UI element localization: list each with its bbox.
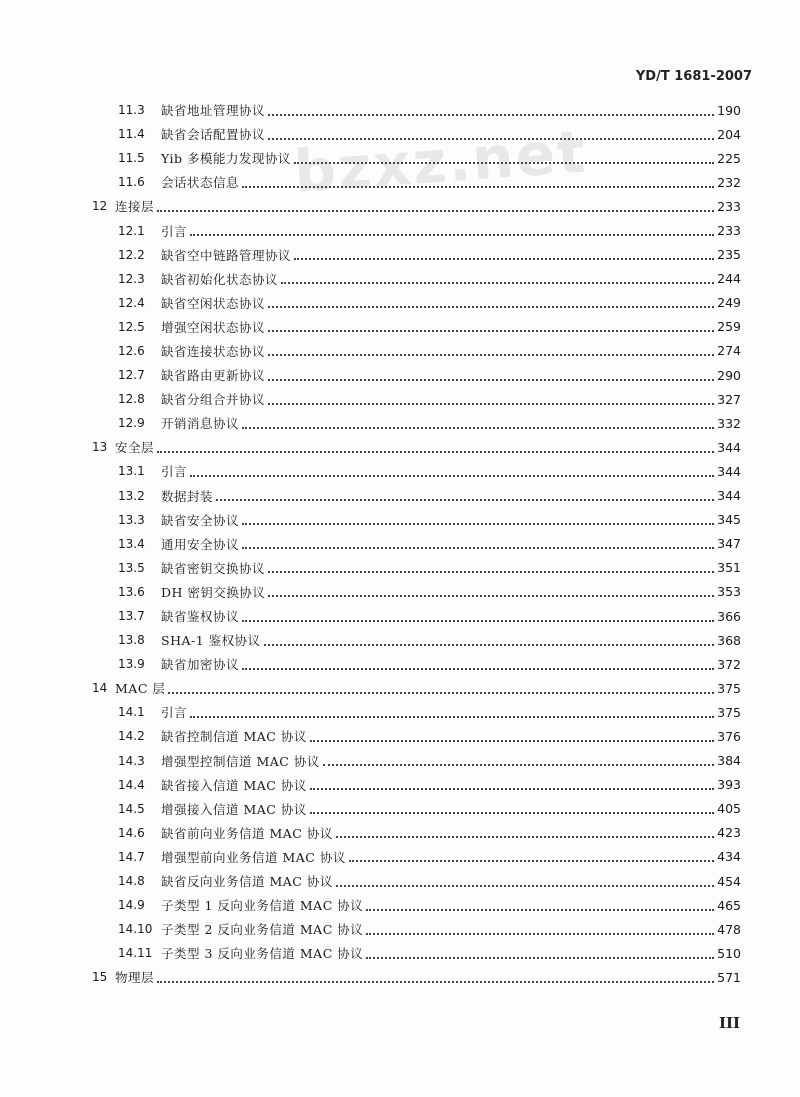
toc-dot-leader xyxy=(268,570,714,573)
toc-entry-page: 274 xyxy=(717,343,741,359)
toc-entry-number: 13.9 xyxy=(118,657,145,672)
toc-entry-number: 14.9 xyxy=(118,898,145,913)
toc-section-entry[interactable] xyxy=(0,363,741,387)
toc-entry-title: 缺省前向业务信道 MAC 协议 xyxy=(161,825,333,841)
toc-entry-page: 345 xyxy=(717,512,741,528)
toc-dot-leader xyxy=(242,426,714,429)
toc-section-entry[interactable] xyxy=(0,532,741,556)
toc-entry-number: 14.10 xyxy=(118,922,153,937)
toc-dot-leader xyxy=(268,353,714,356)
toc-entry-title: 缺省路由更新协议 xyxy=(161,368,266,384)
toc-entry-page: 368 xyxy=(717,632,741,648)
toc-section-entry[interactable] xyxy=(0,628,741,652)
toc-entry-page: 259 xyxy=(717,319,741,335)
toc-entry-title: 通用安全协议 xyxy=(161,536,240,552)
toc-section-entry[interactable] xyxy=(0,773,741,797)
toc-entry-number: 11.3 xyxy=(118,103,145,118)
toc-entry-number: 13.3 xyxy=(118,512,145,527)
toc-entry-title: 缺省加密协议 xyxy=(161,657,240,673)
toc-section-entry[interactable] xyxy=(0,387,741,411)
toc-entry-page: 393 xyxy=(717,777,741,793)
toc-entry-page: 454 xyxy=(717,873,741,889)
toc-dot-leader xyxy=(168,691,714,694)
toc-entry-page: 249 xyxy=(717,295,741,311)
toc-dot-leader xyxy=(242,546,714,549)
toc-entry-title: 子类型 3 反向业务信道 MAC 协议 xyxy=(161,946,364,962)
toc-entry-title: 缺省接入信道 MAC 协议 xyxy=(161,777,307,793)
toc-entry-number: 12.2 xyxy=(118,247,145,262)
toc-entry-page: 510 xyxy=(717,945,741,961)
toc-dot-leader xyxy=(294,161,714,164)
toc-entry-number: 12 xyxy=(92,199,108,214)
toc-entry-number: 12.1 xyxy=(118,223,145,238)
toc-dot-leader xyxy=(268,329,714,332)
toc-entry-page: 465 xyxy=(717,897,741,913)
toc-entry-page: 190 xyxy=(717,102,741,118)
toc-entry-page: 372 xyxy=(717,656,741,672)
toc-entry-number: 15 xyxy=(92,970,108,985)
toc-dot-leader xyxy=(310,787,714,790)
toc-dot-leader xyxy=(294,257,714,260)
toc-entry-number: 14.7 xyxy=(118,849,145,864)
toc-dot-leader xyxy=(268,305,714,308)
toc-dot-leader xyxy=(366,956,714,959)
toc-entry-number: 14.3 xyxy=(118,753,145,768)
toc-section-entry[interactable] xyxy=(0,893,741,917)
toc-entry-title: 缺省分组合并协议 xyxy=(161,392,266,408)
toc-dot-leader xyxy=(264,643,714,646)
toc-dot-leader xyxy=(157,209,714,212)
toc-chapter-entry[interactable] xyxy=(0,435,741,459)
toc-entry-page: 204 xyxy=(717,126,741,142)
toc-dot-leader xyxy=(281,281,714,284)
toc-entry-title: 增强型前向业务信道 MAC 协议 xyxy=(161,849,346,865)
toc-section-entry[interactable] xyxy=(0,797,741,821)
toc-dot-leader xyxy=(268,137,714,140)
toc-entry-title: 增强接入信道 MAC 协议 xyxy=(161,801,307,817)
toc-section-entry[interactable] xyxy=(0,508,741,532)
toc-entry-number: 13.8 xyxy=(118,633,145,648)
toc-section-entry[interactable] xyxy=(0,652,741,676)
toc-entry-title: SHA-1 鉴权协议 xyxy=(161,633,261,649)
standard-number: YD/T 1681-2007 xyxy=(635,69,752,84)
toc-section-entry[interactable] xyxy=(0,146,741,170)
toc-entry-title: 数据封装 xyxy=(161,488,214,504)
toc-entry-page: 347 xyxy=(717,536,741,552)
toc-dot-leader xyxy=(190,715,714,718)
toc-dot-leader xyxy=(242,667,714,670)
toc-entry-page: 353 xyxy=(717,584,741,600)
toc-entry-title: 子类型 2 反向业务信道 MAC 协议 xyxy=(161,922,364,938)
toc-entry-number: 13.2 xyxy=(118,488,145,503)
toc-dot-leader xyxy=(323,763,714,766)
toc-entry-page: 344 xyxy=(717,439,741,455)
toc-section-entry[interactable] xyxy=(0,556,741,580)
toc-dot-leader xyxy=(366,932,714,935)
toc-entry-page: 351 xyxy=(717,560,741,576)
toc-section-entry[interactable] xyxy=(0,941,741,965)
toc-entry-number: 11.6 xyxy=(118,175,145,190)
toc-entry-number: 14.11 xyxy=(118,946,153,961)
toc-entry-number: 14.4 xyxy=(118,777,145,792)
toc-entry-title: 引言 xyxy=(161,464,188,480)
toc-entry-page: 478 xyxy=(717,921,741,937)
toc-entry-number: 13.1 xyxy=(118,464,145,479)
toc-section-entry[interactable] xyxy=(0,218,741,242)
toc-entry-number: 14.1 xyxy=(118,705,145,720)
toc-entry-number: 14.5 xyxy=(118,801,145,816)
toc-section-entry[interactable] xyxy=(0,98,741,122)
toc-section-entry[interactable] xyxy=(0,580,741,604)
toc-entry-page: 366 xyxy=(717,608,741,624)
toc-entry-number: 13.7 xyxy=(118,609,145,624)
toc-entry-number: 13.6 xyxy=(118,584,145,599)
toc-entry-page: 375 xyxy=(717,704,741,720)
toc-entry-title: 缺省连接状态协议 xyxy=(161,343,266,359)
toc-chapter-entry[interactable] xyxy=(0,194,741,218)
toc-entry-page: 290 xyxy=(717,367,741,383)
toc-entry-page: 344 xyxy=(717,488,741,504)
toc-entry-page: 384 xyxy=(717,753,741,769)
toc-dot-leader xyxy=(366,908,714,911)
toc-entry-title: Yib 多模能力发现协议 xyxy=(161,151,292,167)
toc-chapter-entry[interactable] xyxy=(0,965,741,989)
toc-dot-leader xyxy=(190,233,714,236)
toc-dot-leader xyxy=(190,474,714,477)
toc-dot-leader xyxy=(157,980,714,983)
toc-entry-title: 增强型控制信道 MAC 协议 xyxy=(161,753,320,769)
toc-dot-leader xyxy=(336,884,714,887)
toc-entry-page: 376 xyxy=(717,728,741,744)
toc-entry-page: 571 xyxy=(717,969,741,985)
toc-entry-title: 缺省安全协议 xyxy=(161,512,240,528)
watermark: bzxz.net xyxy=(292,117,589,206)
toc-dot-leader xyxy=(310,739,714,742)
toc-section-entry[interactable] xyxy=(0,749,741,773)
toc-entry-number: 13 xyxy=(92,440,108,455)
toc-entry-number: 13.5 xyxy=(118,560,145,575)
toc-section-entry[interactable] xyxy=(0,845,741,869)
toc-entry-number: 12.9 xyxy=(118,416,145,431)
toc-entry-page: 225 xyxy=(717,150,741,166)
toc-section-entry[interactable] xyxy=(0,339,741,363)
toc-section-entry[interactable] xyxy=(0,724,741,748)
toc-entry-page: 332 xyxy=(717,415,741,431)
toc-entry-number: 12.7 xyxy=(118,368,145,383)
toc-dot-leader xyxy=(268,378,714,381)
toc-entry-number: 14 xyxy=(92,681,108,696)
toc-entry-title: 子类型 1 反向业务信道 MAC 协议 xyxy=(161,898,364,914)
toc-entry-page: 233 xyxy=(717,223,741,239)
toc-section-entry[interactable] xyxy=(0,869,741,893)
toc-entry-number: 14.8 xyxy=(118,874,145,889)
toc-entry-title: 缺省密钥交换协议 xyxy=(161,560,266,576)
toc-section-entry[interactable] xyxy=(0,917,741,941)
toc-entry-title: 开销消息协议 xyxy=(161,416,240,432)
toc-dot-leader xyxy=(157,450,714,453)
toc-section-entry[interactable] xyxy=(0,604,741,628)
toc-entry-title: 缺省地址管理协议 xyxy=(161,103,266,119)
toc-entry-title: MAC 层 xyxy=(115,681,166,697)
toc-entry-page: 405 xyxy=(717,801,741,817)
page-number: III xyxy=(718,1014,740,1032)
toc-entry-page: 232 xyxy=(717,174,741,190)
toc-chapter-entry[interactable] xyxy=(0,676,741,700)
toc-dot-leader xyxy=(268,594,714,597)
toc-section-entry[interactable] xyxy=(0,411,741,435)
toc-entry-title: 缺省会话配置协议 xyxy=(161,127,266,143)
toc-dot-leader xyxy=(268,113,714,116)
toc-entry-page: 233 xyxy=(717,198,741,214)
toc-entry-title: 增强空闲状态协议 xyxy=(161,319,266,335)
toc-entry-page: 244 xyxy=(717,271,741,287)
toc-dot-leader xyxy=(349,859,714,862)
toc-section-entry[interactable] xyxy=(0,122,741,146)
scan-artifact xyxy=(640,0,760,8)
toc-entry-number: 12.4 xyxy=(118,295,145,310)
toc-section-entry[interactable] xyxy=(0,315,741,339)
toc-section-entry[interactable] xyxy=(0,170,741,194)
table-of-contents xyxy=(0,98,800,989)
toc-section-entry[interactable] xyxy=(0,291,741,315)
toc-dot-leader xyxy=(216,498,714,501)
toc-entry-title: 缺省鉴权协议 xyxy=(161,609,240,625)
toc-entry-title: 缺省初始化状态协议 xyxy=(161,271,279,287)
toc-entry-title: 引言 xyxy=(161,705,188,721)
toc-entry-title: 安全层 xyxy=(115,440,155,456)
toc-entry-title: 物理层 xyxy=(115,970,155,986)
toc-entry-number: 13.4 xyxy=(118,536,145,551)
toc-dot-leader xyxy=(242,185,714,188)
toc-section-entry[interactable] xyxy=(0,459,741,483)
toc-entry-page: 235 xyxy=(717,247,741,263)
toc-dot-leader xyxy=(242,522,714,525)
toc-entry-number: 11.5 xyxy=(118,151,145,166)
toc-section-entry[interactable] xyxy=(0,484,741,508)
toc-section-entry[interactable] xyxy=(0,700,741,724)
toc-section-entry[interactable] xyxy=(0,267,741,291)
toc-entry-title: 缺省控制信道 MAC 协议 xyxy=(161,729,307,745)
toc-entry-title: DH 密钥交换协议 xyxy=(161,584,266,600)
toc-entry-number: 12.5 xyxy=(118,319,145,334)
toc-entry-number: 11.4 xyxy=(118,127,145,142)
toc-entry-number: 12.6 xyxy=(118,343,145,358)
toc-dot-leader xyxy=(310,811,714,814)
toc-entry-number: 14.2 xyxy=(118,729,145,744)
toc-section-entry[interactable] xyxy=(0,243,741,267)
toc-entry-number: 12.8 xyxy=(118,392,145,407)
toc-entry-title: 缺省空闲状态协议 xyxy=(161,295,266,311)
toc-section-entry[interactable] xyxy=(0,821,741,845)
toc-dot-leader xyxy=(268,402,714,405)
toc-entry-page: 375 xyxy=(717,680,741,696)
toc-entry-page: 423 xyxy=(717,825,741,841)
toc-entry-page: 434 xyxy=(717,849,741,865)
toc-entry-title: 会话状态信息 xyxy=(161,175,240,191)
toc-entry-title: 连接层 xyxy=(115,199,155,215)
toc-entry-number: 14.6 xyxy=(118,825,145,840)
toc-entry-title: 引言 xyxy=(161,223,188,239)
toc-entry-page: 344 xyxy=(717,463,741,479)
toc-dot-leader xyxy=(336,835,714,838)
toc-entry-title: 缺省空中链路管理协议 xyxy=(161,247,292,263)
toc-entry-page: 327 xyxy=(717,391,741,407)
toc-dot-leader xyxy=(242,619,714,622)
toc-entry-title: 缺省反向业务信道 MAC 协议 xyxy=(161,874,333,890)
toc-entry-number: 12.3 xyxy=(118,271,145,286)
